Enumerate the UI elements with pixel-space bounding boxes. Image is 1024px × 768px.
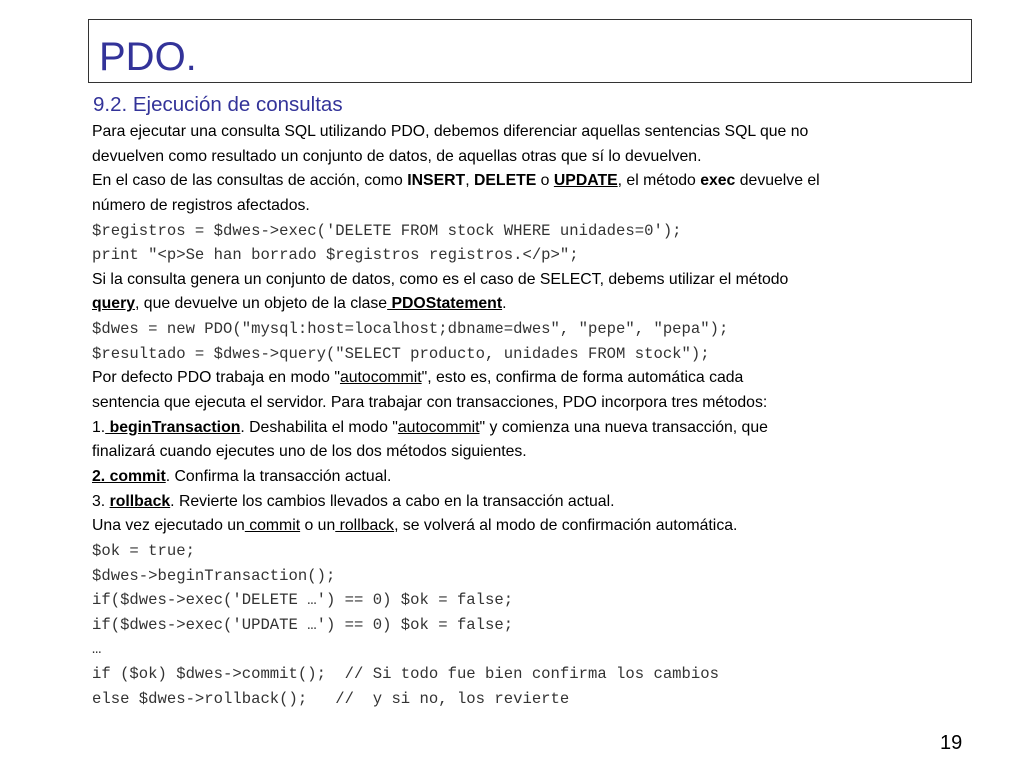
text-span: , se volverá al modo de confirmación automática.	[394, 517, 738, 535]
paragraph-line: Para ejecutar una consulta SQL utilizando PDO, debemos diferenciar aquellas sentencias SQL que no	[92, 123, 809, 140]
keyword-update: UPDATE	[553, 172, 618, 190]
code-line: print "<p>Se han borrado $registros registros.</p>";	[92, 246, 579, 265]
keyword-query: query	[92, 295, 136, 313]
code-line: $resultado = $dwes->query("SELECT producto, unidades FROM stock");	[92, 344, 710, 363]
code-line: $ok = true;	[92, 541, 195, 560]
code-line: if($dwes->exec('DELETE …') == 0) $ok = false;	[92, 591, 514, 610]
list-item	[92, 490, 972, 515]
text-span: . Deshabilita el modo "	[240, 418, 398, 436]
text-span: .	[502, 295, 507, 313]
paragraph-line: sentencia que ejecuta el servidor. Para trabajar con transacciones, PDO incorpora tres métodos:	[92, 394, 768, 412]
keyword-delete: DELETE	[473, 172, 537, 190]
code-line: …	[92, 640, 102, 659]
keyword-rollback: rollback	[109, 492, 171, 510]
code-line: $registros = $dwes->exec('DELETE FROM stock WHERE unidades=0');	[92, 221, 682, 240]
section-heading: 9.2. Ejecución de consultas	[93, 93, 343, 116]
code-line: if ($ok) $dwes->commit(); // Si todo fue bien confirma los cambios	[92, 665, 719, 684]
slide-content	[92, 120, 972, 711]
paragraph-line	[92, 292, 972, 317]
code-line: if($dwes->exec('UPDATE …') == 0) $ok = false;	[92, 615, 514, 634]
keyword-autocommit: autocommit	[339, 369, 422, 387]
code-line: $dwes = new PDO("mysql:host=localhost;dbname=dwes", "pepe", "pepa");	[92, 320, 729, 339]
paragraph-line	[92, 514, 972, 539]
text-span: , que devuelve un objeto de la clase	[135, 295, 388, 313]
keyword-rollback: rollback	[335, 517, 395, 535]
list-item	[92, 416, 972, 441]
keyword-commit: commit	[244, 517, 301, 535]
text-span: o	[536, 172, 554, 190]
code-line: else $dwes->rollback(); // y si no, los revierte	[92, 689, 570, 708]
slide-title: PDO.	[99, 35, 197, 79]
keyword-exec: exec	[700, 172, 736, 190]
text-span: . Confirma la transacción actual.	[165, 467, 392, 485]
text-span: Por defecto PDO trabaja en modo "	[92, 369, 340, 387]
paragraph-line: número de registros afectados.	[92, 196, 310, 214]
paragraph-line	[92, 366, 972, 391]
list-item-continuation: finalizará cuando ejecutes uno de los dos métodos siguientes.	[92, 443, 527, 461]
keyword-commit: 2. commit	[92, 467, 166, 485]
text-span: devuelve el	[735, 172, 820, 190]
code-line: $dwes->beginTransaction();	[92, 566, 336, 585]
text-span: Una vez ejecutado un	[92, 517, 245, 535]
text-span: " y comienza una nueva transacción, que	[479, 418, 768, 436]
text-span: En el caso de las consultas de acción, como	[92, 172, 408, 190]
list-number: 1.	[92, 418, 106, 436]
list-item	[92, 465, 972, 490]
paragraph-line	[92, 169, 972, 194]
page-number: 19	[940, 732, 963, 754]
paragraph-line: Si la consulta genera un conjunto de datos, como es el caso de SELECT, debems utilizar el método	[92, 270, 789, 288]
text-span: . Revierte los cambios llevados a cabo en la transacción actual.	[170, 492, 615, 510]
list-number: 3.	[92, 492, 110, 510]
title-box	[88, 19, 972, 83]
text-span: ", esto es, confirma de forma automática cada	[421, 369, 744, 387]
keyword-insert: INSERT	[407, 172, 466, 190]
text-span: , el método	[617, 172, 701, 190]
paragraph-line: devuelven como resultado un conjunto de datos, de aquellas otras que sí lo devuelven.	[92, 147, 702, 165]
keyword-begintransaction: beginTransaction	[105, 418, 241, 436]
keyword-pdostatement: PDOStatement	[387, 295, 503, 313]
keyword-autocommit: autocommit	[397, 418, 480, 436]
text-span: o un	[300, 517, 336, 535]
text-span: ,	[465, 172, 474, 190]
